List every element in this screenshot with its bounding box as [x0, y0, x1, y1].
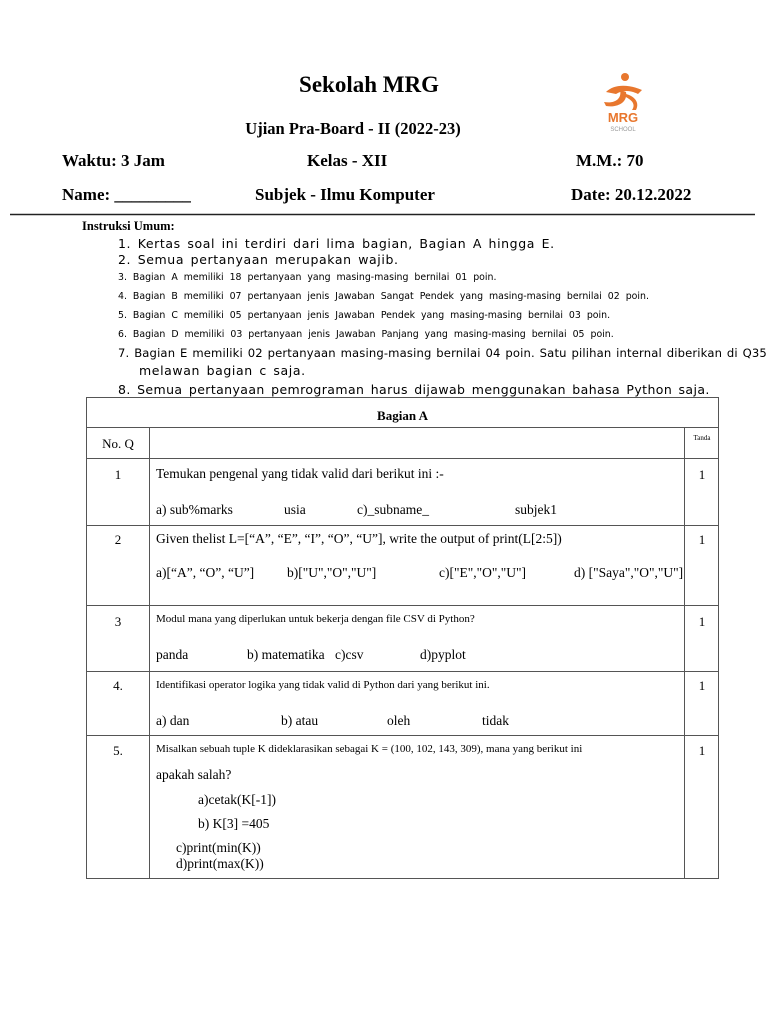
- instruction-item: 5. Bagian C memiliki 05 pertanyaan jenis Jawaban Pendek yang masing-masing bernilai 03 poin.: [118, 310, 611, 321]
- question-text: Given thelist L=[“A”, “E”, “I”, “O”, “U”], write the output of print(L[2:5]): [156, 531, 562, 546]
- section-a-table: [86, 397, 719, 879]
- question-marks: 1: [698, 678, 706, 693]
- table-rule: [87, 458, 718, 459]
- question-option: d)pyplot: [420, 647, 466, 662]
- question-marks: 1: [698, 467, 706, 482]
- question-option: c)_subname_: [357, 502, 429, 517]
- question-option: b) K[3] =405: [198, 816, 270, 831]
- instruction-item: 7. Bagian E memiliki 02 pertanyaan masing-masing bernilai 04 poin. Satu pilihan internal diberikan di Q35: [118, 346, 767, 360]
- column-header-marks: Tanda: [693, 434, 711, 442]
- question-number: 5.: [113, 743, 123, 758]
- table-rule: [87, 525, 718, 526]
- school-title: Sekolah MRG: [299, 72, 439, 97]
- subject-label: Subjek - Ilmu Komputer: [255, 185, 435, 204]
- question-marks: 1: [698, 743, 706, 758]
- question-option: a)cetak(K[-1]): [198, 792, 276, 807]
- question-text: Identifikasi operator logika yang tidak valid di Python dari yang berikut ini.: [156, 679, 490, 691]
- question-option: c)csv: [335, 647, 364, 662]
- max-marks: M.M.: 70: [576, 151, 644, 170]
- table-rule: [87, 427, 718, 428]
- question-option: d)print(max(K)): [176, 856, 264, 871]
- instruction-item: 8. Semua pertanyaan pemrograman harus dijawab menggunakan bahasa Python saja.: [118, 382, 710, 397]
- question-option: usia: [284, 502, 306, 517]
- header-divider: [10, 213, 755, 216]
- instruction-item-continued: melawan bagian c saja.: [139, 363, 306, 378]
- question-option: c)["E","O","U"]: [439, 565, 527, 580]
- question-text: Temukan pengenal yang tidak valid dari berikut ini :-: [156, 466, 444, 481]
- section-title: Bagian A: [377, 408, 428, 423]
- table-column-rule: [149, 428, 150, 878]
- question-option: b) matematika: [247, 647, 325, 662]
- question-text: Modul mana yang diperlukan untuk bekerja dengan file CSV di Python?: [156, 613, 475, 625]
- table-column-rule: [684, 428, 685, 878]
- question-option: b)["U","O","U"]: [287, 565, 377, 580]
- logo-text: MRG: [607, 110, 639, 125]
- instruction-item: 1. Kertas soal ini terdiri dari lima bagian, Bagian A hingga E.: [118, 236, 555, 251]
- exam-duration: Waktu: 3 Jam: [62, 151, 165, 170]
- question-option: a) sub%marks: [156, 502, 233, 517]
- question-option: d) ["Saya","O","U"]: [574, 565, 684, 580]
- logo-subtext: SCHOOL: [610, 127, 636, 133]
- exam-date: Date: 20.12.2022: [571, 185, 692, 204]
- class-label: Kelas - XII: [307, 151, 388, 170]
- question-option: panda: [156, 647, 189, 662]
- question-text-continued: apakah salah?: [156, 767, 232, 782]
- instruction-item: 3. Bagian A memiliki 18 pertanyaan yang masing-masing bernilai 01 poin.: [118, 272, 497, 283]
- question-marks: 1: [698, 532, 706, 547]
- question-option: oleh: [387, 713, 411, 728]
- instruction-item: 2. Semua pertanyaan merupakan wajib.: [118, 252, 399, 267]
- instruction-item: 4. Bagian B memiliki 07 pertanyaan jenis Jawaban Sangat Pendek yang masing-masing bernilai 02 poin.: [118, 291, 649, 302]
- question-option: subjek1: [515, 502, 557, 517]
- exam-title: Ujian Pra-Board - II (2022-23): [245, 119, 461, 138]
- question-option: b) atau: [281, 713, 319, 728]
- question-option: c)print(min(K)): [176, 840, 261, 855]
- table-rule: [87, 605, 718, 606]
- question-number: 1: [114, 467, 122, 482]
- table-rule: [87, 735, 718, 736]
- question-option: a) dan: [156, 713, 190, 728]
- question-number: 4.: [113, 678, 123, 693]
- student-name-field: Name: _________: [62, 185, 191, 204]
- instructions-title: Instruksi Umum:: [82, 219, 175, 233]
- instruction-item: 6. Bagian D memiliki 03 pertanyaan jenis Jawaban Panjang yang masing-masing bernilai 05 poin.: [118, 329, 614, 340]
- question-number: 3: [114, 614, 122, 629]
- question-text: Misalkan sebuah tuple K dideklarasikan sebagai K = (100, 102, 143, 309), mana yang berikut ini: [156, 743, 583, 755]
- question-number: 2: [114, 532, 122, 547]
- column-header-question-no: No. Q: [102, 436, 134, 451]
- question-marks: 1: [698, 614, 706, 629]
- question-option: a)[“A”, “O”, “U”]: [156, 565, 255, 580]
- table-rule: [87, 671, 718, 672]
- question-option: tidak: [482, 713, 509, 728]
